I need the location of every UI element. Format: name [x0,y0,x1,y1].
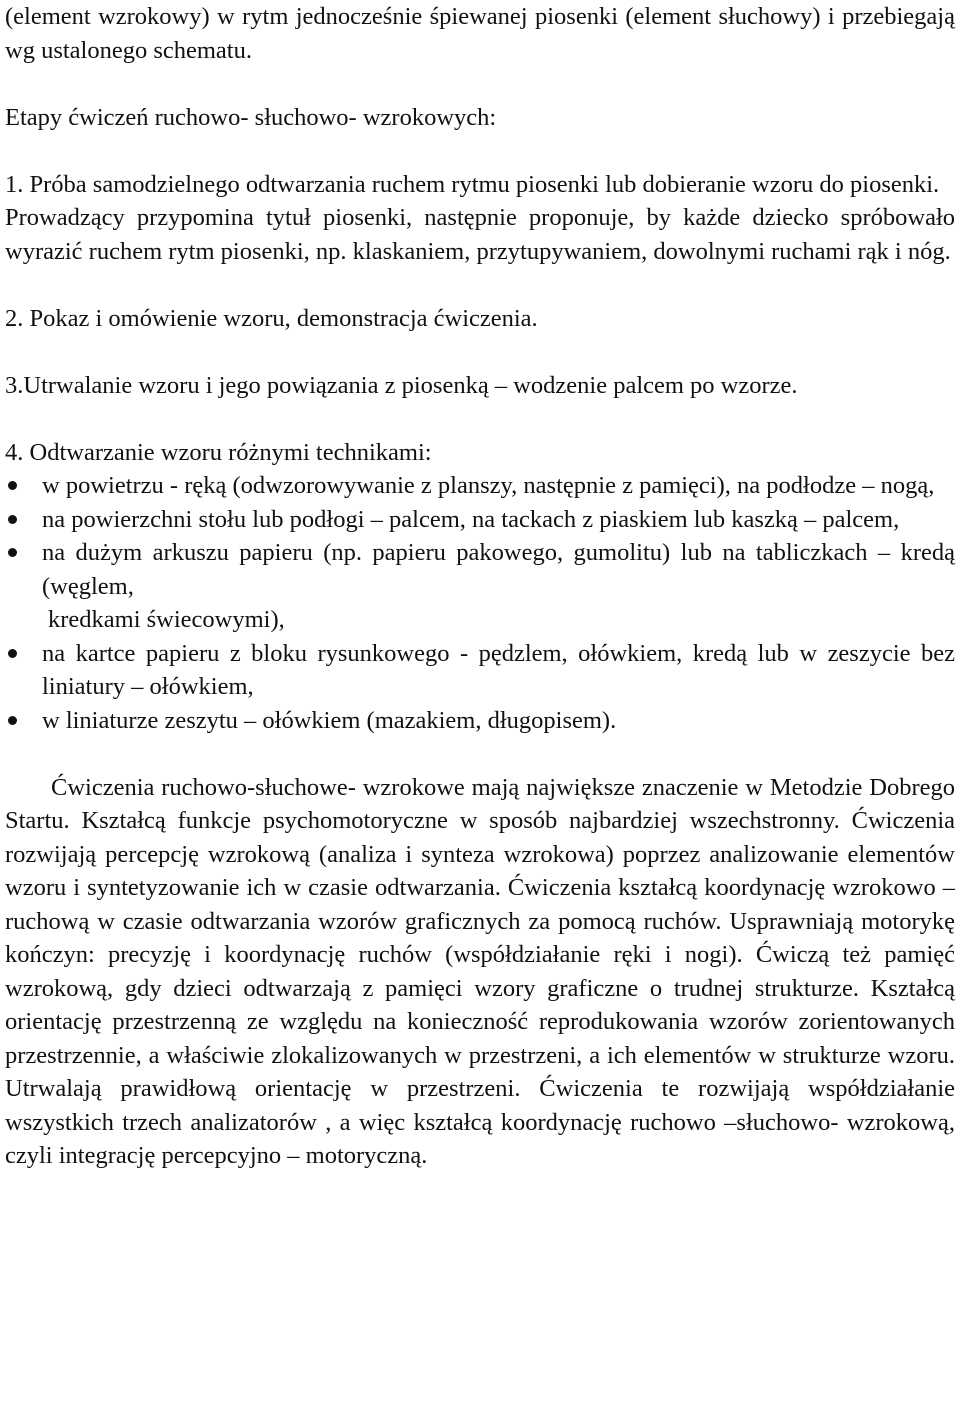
technique-text: na powierzchni stołu lub podłogi – palcem, na tackach z piaskiem lub kaszką – palcem, [42,505,900,533]
bullet-icon [8,649,17,658]
document-page [5,0,955,1173]
step-2: 2. Pokaz i omówienie wzoru, demonstracja ćwiczenia. [5,304,538,332]
bullet-icon [8,481,17,490]
technique-item [5,637,955,704]
technique-text: na kartce papieru z bloku rysunkowego - pędzlem, ołówkiem, kredą lub w zeszycie bez liniatury – ołówkiem, [42,639,955,700]
technique-item [5,503,955,537]
technique-text: w powietrzu - ręką (odwzorowywanie z planszy, następnie z pamięci), na podłodze – nogą, [42,472,935,499]
intro-paragraph: (element wzrokowy) w rytm jednocześnie śpiewanej piosenki (element słuchowy) i przebiegają wg ustalonego schematu. [5,3,955,64]
step-3: 3.Utrwalanie wzoru i jego powiązania z piosenką – wodzenie palcem po wzorze. [5,371,798,399]
technique-item [5,469,955,503]
technique-text: na dużym arkuszu papieru (np. papieru pakowego, gumolitu) lub na tabliczkach – kredą (węglem, [42,539,955,600]
technique-item [5,704,955,738]
step-1-body: Prowadzący przypomina tytuł piosenki, następnie proponuje, by każde dziecko spróbowało wyrazić ruchem rytm piosenki, np. klaskaniem, przytupywaniem, dowolnymi ruchami rąk i nóg. [5,204,955,265]
etapy-heading: Etapy ćwiczeń ruchowo- słuchowo- wzrokowych: [5,103,497,131]
technique-text-continuation: kredkami świecowymi), [48,606,285,633]
technique-item [5,536,955,637]
bullet-icon [8,515,17,524]
technique-text: w liniaturze zeszytu – ołówkiem (mazakiem, długopisem). [42,706,617,734]
step-1-title: 1. Próba samodzielnego odtwarzania ruchem rytmu piosenki lub dobieranie wzoru do piosenki. [5,170,940,198]
summary-paragraph: Ćwiczenia ruchowo-słuchowe- wzrokowe mają największe znaczenie w Metodzie Dobrego Startu. Kształcą funkcje psychomotoryczne w sposób najbardziej wszechstronny. Ćwiczenia rozwijają percepcję wzrokową (analiza i synteza wzrokowa) poprzez analizowanie elementów wzoru i syntetyzowanie ich w czasie odtwarzania. Ćwiczenia kształcą koordynację wzrokowo –ruchową w czasie odtwarzania wzorów graficznych za pomocą ruchów. Usprawniają motorykę kończyn: precyzję i koordynację ruchów (współdziałanie ręki i nogi). Ćwiczą też pamięć wzrokową, gdy dzieci odtwarzają z pamięci wzory graficzne o trudnej strukturze. Kształcą orientację przestrzenną ze względu na konieczność reprodukowania wzorów zorientowanych przestrzennie, a właściwie zlokalizowanych w przestrzeni, a ich elementów w strukturze wzoru. Utrwalają prawidłową orientację w przestrzeni. Ćwiczenia te rozwijają współdziałanie wszystkich trzech analizatorów , a więc kształcą koordynację ruchowo –słuchowo- wzrokową, czyli integrację percepcyjno – motoryczną. [5,773,955,1169]
step-4: 4. Odtwarzanie wzoru różnymi technikami: [5,438,432,466]
bullet-icon [8,716,17,725]
techniques-list [5,469,955,737]
bullet-icon [8,548,17,557]
